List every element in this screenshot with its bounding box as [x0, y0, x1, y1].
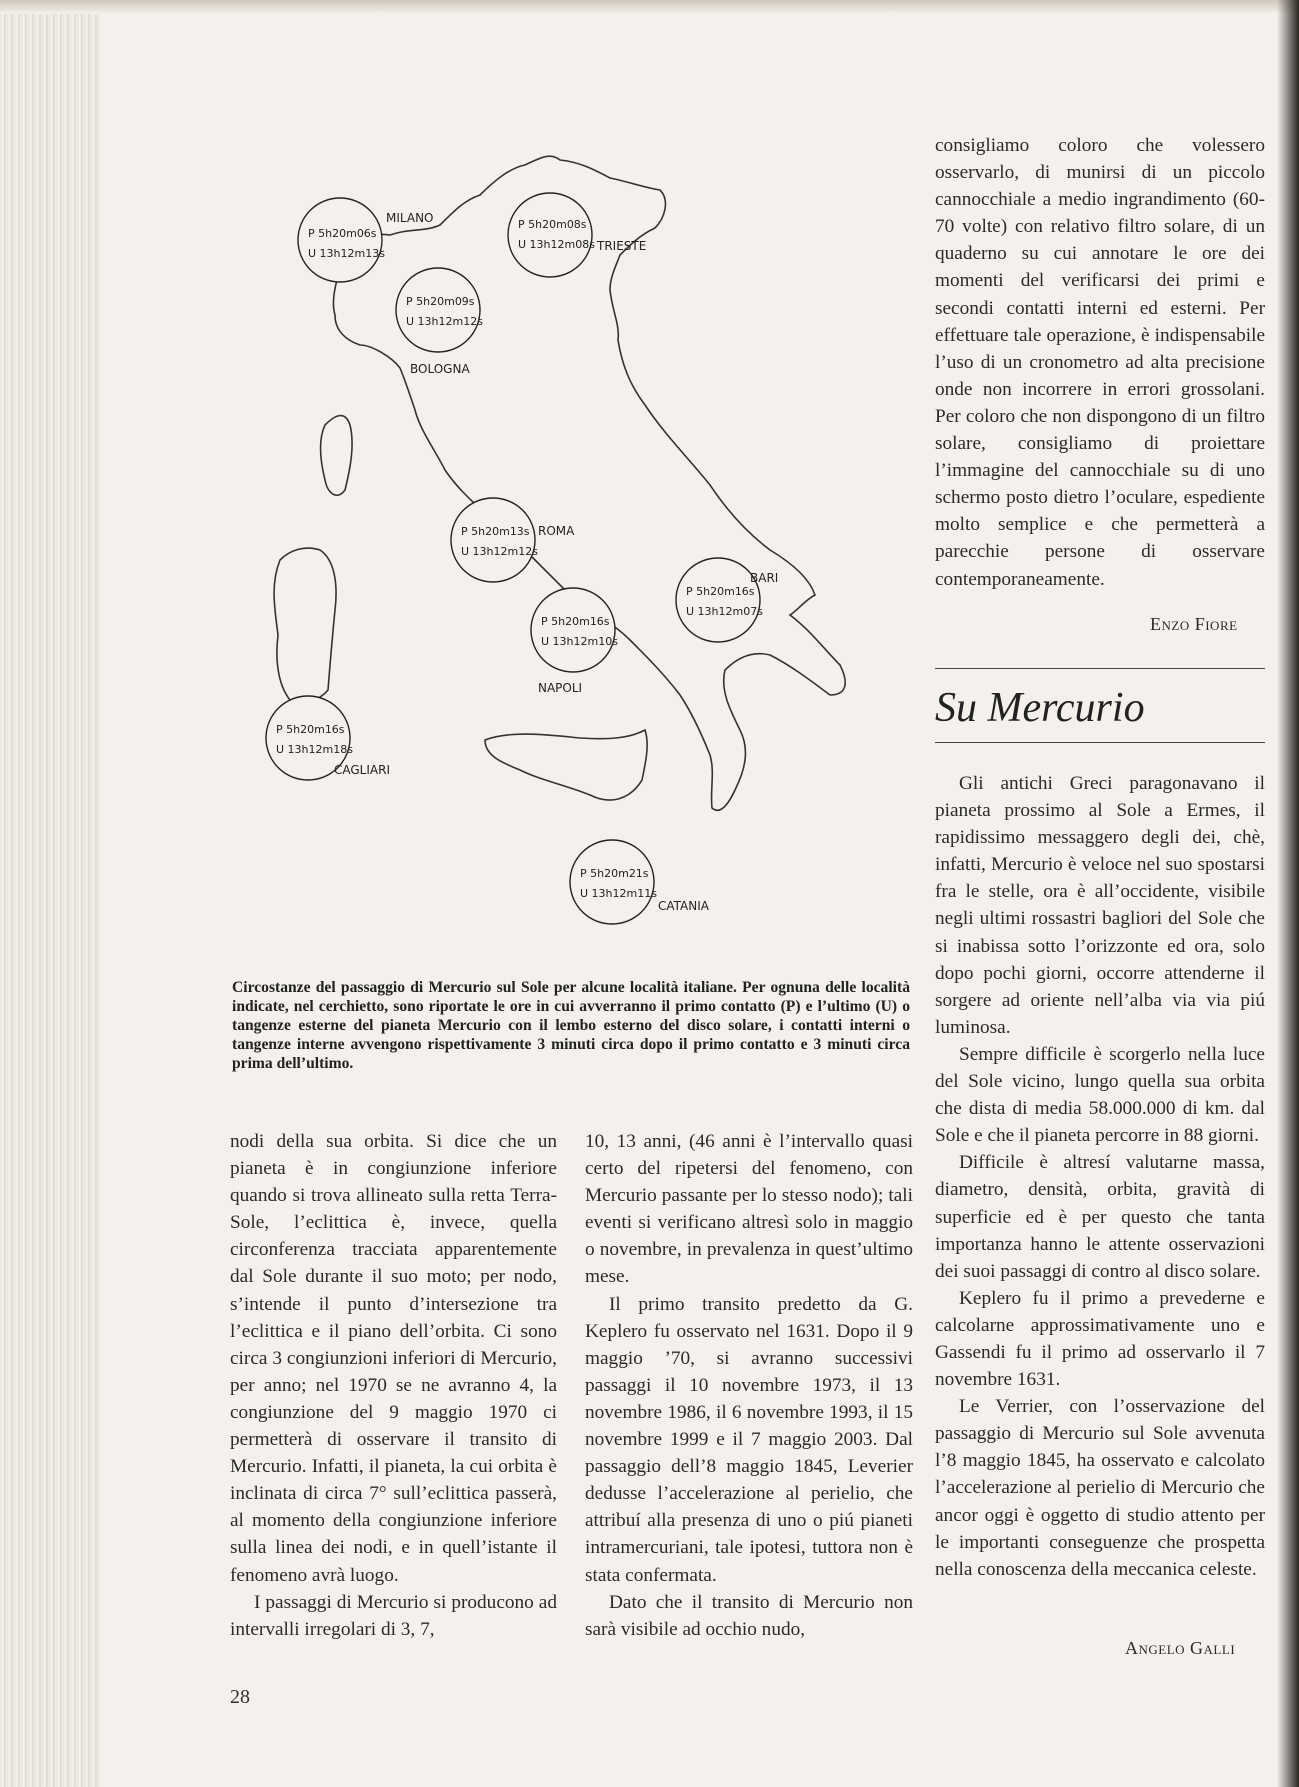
corsica-outline — [320, 416, 352, 496]
top-shadow — [0, 0, 1299, 14]
author-signature: Angelo Galli — [1125, 1638, 1236, 1658]
article-title: Su Mercurio — [935, 685, 1145, 731]
catania-circle — [570, 840, 654, 924]
trieste-circle — [508, 193, 592, 277]
paragraph: Keplero fu il primo a prevederne e calcolarne approssimativamente uno e Gassendi fu il primo ad osservarlo il 7 novembre 1631. — [935, 1287, 1265, 1391]
trieste-u: U 13h12m08s — [518, 238, 595, 251]
napoli-label: NAPOLI — [538, 681, 583, 695]
milano-label: MILANO — [386, 211, 434, 225]
sicily-outline — [485, 730, 647, 800]
bologna-p: P 5h20m09s — [406, 295, 475, 308]
napoli-p: P 5h20m16s — [541, 615, 610, 628]
milano-u: U 13h12m13s — [308, 247, 385, 260]
milano-circle — [298, 198, 382, 282]
paragraph: nodi della sua orbita. Si dice che un pianeta è in congiunzione inferiore quando si trova allineato sulla retta Terra-Sole, l’eclittica è, invece, quella circonferenza tracciata apparentemente dal Sole durante il suo moto; per nodo, s’intende il punto d’intersezione tra l’eclittica e il piano dell’orbita. Ci sono circa 3 congiunzioni inferiori di Mercurio, per anno; nel 1970 se ne avranno 4, la congiunzione del 9 maggio 1970 ci permetterà di osservare il transito di Mercurio. Infatti, il pianeta, la cui orbita è inclinata di circa 7° sull’eclittica passerà, al momento della congiunzione inferiore sulla linea dei nodi, e in quell’istante il fenomeno avrà luogo. — [230, 1131, 557, 1586]
trieste-label: TRIESTE — [597, 239, 647, 253]
roma-circle — [451, 498, 535, 582]
catania-p: P 5h20m21s — [580, 867, 649, 880]
bari-u: U 13h12m07s — [686, 605, 763, 618]
page-number: 28 — [230, 1686, 250, 1708]
bari-label: BARI — [750, 571, 779, 585]
roma-u: U 13h12m12s — [461, 545, 538, 558]
paragraph: Il primo transito predetto da G. Keplero fu osservato nel 1631. Dopo il 9 maggio ’70, si avranno successivi passaggi il 10 novembre 1973, il 13 novembre 1986, il 6 novembre 1993, il 15 novembre 1999 e il 7 maggio 2003. Dal passaggio dell’8 maggio 1845, Leverier dedusse l’accelerazione al perielio, che attribuí alla presenza di uno o piú pianeti intramercuriani, tale ipotesi, tuttora non è stata confermata. — [585, 1293, 913, 1586]
paragraph: Sempre difficile è scorgerlo nella luce del Sole vicino, lungo quella sua orbita che dista di media 58.000.000 di km. dal Sole e che il pianeta percorre in 88 giorni. — [935, 1043, 1265, 1147]
sardinia-outline — [274, 548, 336, 702]
author-signature: Enzo Fiore — [1150, 614, 1238, 634]
article-column-3 — [935, 132, 1265, 593]
divider-bottom — [935, 742, 1265, 743]
binding-shadow — [1277, 0, 1299, 1787]
paragraph: Gli antichi Greci paragonavano il pianeta prossimo al Sole a Ermes, il rapidissimo messaggero degli dei, chè, infatti, Mercurio è veloce nel suo spostarsi fra le stelle, ora è all’occidente, visibile negli ultimi rossastri bagliori del Sole che si inabissa sotto l’orizzonte ed ora, solo dopo pochi giorni, occorre attenderne il sorgere ad oriente nell’alba via via piú luminosa. — [935, 773, 1265, 1038]
italy-map — [250, 140, 930, 970]
paragraph: I passaggi di Mercurio si producono ad intervalli irregolari di 3, 7, — [230, 1591, 557, 1640]
paragraph: Difficile è altresí valutarne massa, diametro, densità, orbita, gravità di superficie ed è per questo che tanta importanza hanno le attente osservazioni dei suoi passaggi di contro al disco solare. — [935, 1152, 1265, 1282]
italy-outline — [333, 156, 845, 810]
cagliari-label: CAGLIARI — [334, 763, 390, 777]
page-edges — [0, 0, 100, 1787]
bologna-label: BOLOGNA — [410, 362, 470, 376]
bari-circle — [676, 558, 760, 642]
trieste-p: P 5h20m08s — [518, 218, 587, 231]
article-column-1 — [230, 1128, 557, 1643]
paragraph: Le Verrier, con l’osservazione del passaggio di Mercurio sul Sole avvenuta l’8 maggio 1845, ha osservato e calcolato l’accelerazione al perielio di Mercurio che ancor oggi è oggetto di studio attento per le importanti conseguenze che prospetta nella conoscenza della meccanica celeste. — [935, 1396, 1265, 1580]
article-column-2 — [585, 1128, 913, 1643]
article2-body — [935, 770, 1265, 1583]
napoli-u: U 13h12m10s — [541, 635, 618, 648]
paragraph: Dato che il transito di Mercurio non sarà visibile ad occhio nudo, — [585, 1591, 913, 1640]
catania-u: U 13h12m11s — [580, 887, 657, 900]
paragraph: 10, 13 anni, (46 anni è l’intervallo quasi certo del ripetersi del fenomeno, con Mercurio passante per lo stesso nodo); tali eventi si verificano altresì solo in maggio o novembre, in prevalenza in quest’ultimo mese. — [585, 1131, 913, 1288]
figure-caption: Circostanze del passaggio di Mercurio sul Sole per alcune località italiane. Per ognuna delle località indicate, nel cerchietto, sono riportate le ore in cui avverranno il primo contatto (P) e l’ultimo (U) o tangenze esterne del pianeta Mercurio con il lembo esterno del disco solare, i contatti interni o tangenze interne avvengono rispettivamente 3 minuti circa dopo il primo contatto e 3 minuti circa prima dell’ultimo. — [232, 979, 910, 1072]
catania-label: CATANIA — [658, 899, 709, 913]
milano-p: P 5h20m06s — [308, 227, 377, 240]
bologna-circle — [396, 268, 480, 352]
roma-label: ROMA — [538, 524, 575, 538]
cagliari-u: U 13h12m18s — [276, 743, 353, 756]
bari-p: P 5h20m16s — [686, 585, 755, 598]
divider-top — [935, 668, 1265, 669]
bologna-u: U 13h12m12s — [406, 315, 483, 328]
cagliari-p: P 5h20m16s — [276, 723, 345, 736]
roma-p: P 5h20m13s — [461, 525, 530, 538]
napoli-circle — [531, 588, 615, 672]
paragraph: consigliamo coloro che volessero osservarlo, di munirsi di un piccolo cannocchiale a medio ingrandimento (60-70 volte) con relativo filtro solare, di un quaderno su cui annotare le ore dei momenti del verificarsi dei primi e secondi contatti interni ed esterni. Per effettuare tale operazione, è indispensabile l’uso di un cronometro ad alta precisione onde non incorrere in errori grossolani. Per coloro che non dispongono di un filtro solare, consigliamo di proiettare l’immagine del cannocchiale su di uno schermo posto dietro l’oculare, espediente molto semplice e che permetterà a parecchie persone di osservare contemporaneamente. — [935, 135, 1265, 590]
